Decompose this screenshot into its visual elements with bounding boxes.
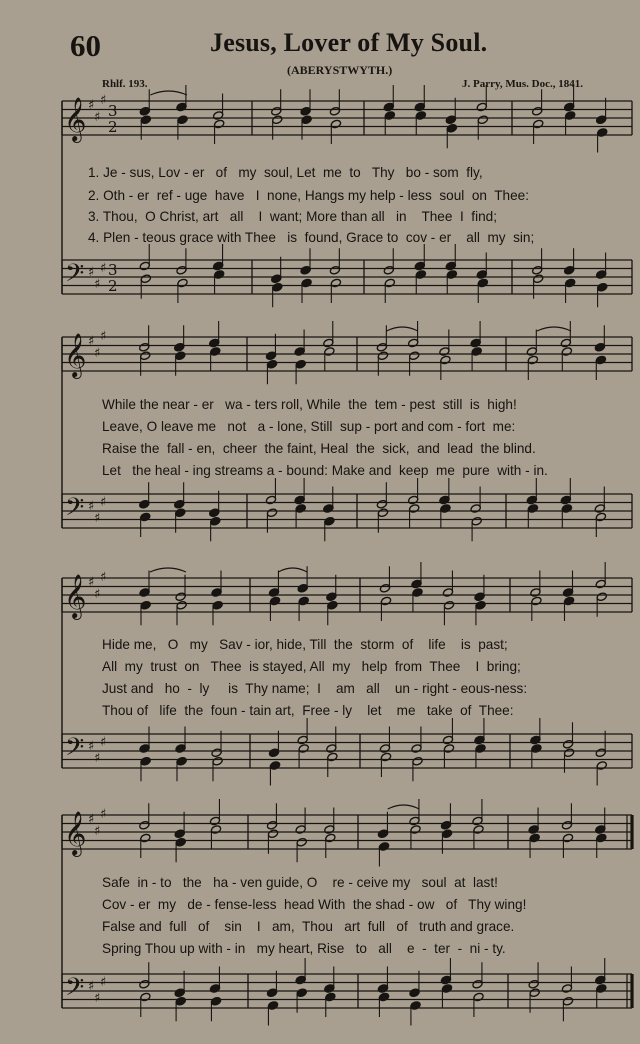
note-head [175,351,186,361]
key-signature-sharp: ♯ [88,812,95,827]
note-head [378,992,389,1002]
bass-clef: 𝄢 [65,973,85,1008]
note-head [529,988,540,998]
note-head [533,119,544,129]
note-head [477,115,488,125]
key-signature-sharp: ♯ [94,751,101,766]
bass-clef: 𝄢 [65,493,85,528]
note-head [441,829,452,839]
note-head [473,825,484,835]
key-signature-sharp: ♯ [88,334,95,349]
note-head [140,512,151,522]
note-head [295,359,306,369]
verse-line: False and full of sin I am, Thou art full of truth and grace. [102,919,515,934]
note-head [384,111,395,121]
note-head [380,752,391,762]
treble-clef: 𝄞 [64,574,87,618]
note-head [210,996,221,1006]
bass-clef: 𝄢 [65,259,85,294]
slur [387,327,418,331]
key-signature-sharp: ♯ [88,739,95,754]
slur [537,327,571,331]
note-head [529,833,540,843]
key-signature-sharp: ♯ [88,979,95,994]
note-head [531,744,542,754]
note-head [175,996,186,1006]
note-head [378,842,389,852]
verse-line: Hide me, O my Sav - ior, hide, Till the storm of life is past; [102,637,508,652]
note-head [177,278,188,288]
note-head [527,504,538,514]
treble-clef: 𝄞 [64,811,87,855]
key-signature-sharp: ♯ [100,735,107,750]
note-head [210,516,221,526]
note-head [415,270,426,280]
note-head [384,278,395,288]
note-head [325,992,336,1002]
note-head [409,351,420,361]
note-head [325,833,336,843]
note-head [140,833,151,843]
note-head [410,825,421,835]
note-head [269,596,280,606]
note-head [562,996,573,1006]
note-head [596,833,607,843]
note-head [269,761,280,771]
key-signature-sharp: ♯ [100,261,107,276]
key-signature-sharp: ♯ [94,110,101,125]
note-head [267,1001,278,1011]
key-signature-sharp: ♯ [100,807,107,822]
note-head [298,596,309,606]
note-head [446,270,457,280]
verse-line: Leave, O leave me not a - lone, Still sup - port and com - fort me: [102,419,516,434]
note-head [415,111,426,121]
verse-line: Let the heal - ing streams a - bound: Make and keep me pure with - in. [102,463,548,478]
note-head [596,761,607,771]
note-head [565,111,576,121]
note-head [440,504,451,514]
key-signature-sharp: ♯ [100,495,107,510]
note-head [176,756,187,766]
verse-line: Spring Thou up with - in my heart, Rise to all e - ter - ni - ty. [102,941,506,956]
time-signature-number: 3 [108,102,118,120]
note-head [412,588,423,598]
note-head [409,504,420,514]
note-head [176,600,187,610]
note-head [140,756,151,766]
note-head [298,744,309,754]
note-head [596,592,607,602]
note-head [531,596,542,606]
key-signature-sharp: ♯ [94,991,101,1006]
composer-credit: J. Parry, Mus. Doc., 1841. [462,78,583,90]
note-head [595,512,606,522]
note-head [213,119,224,129]
verse-line: Raise the fall - en, cheer the faint, Heal the sick, and lead the blind. [102,441,536,456]
key-signature-sharp: ♯ [100,329,107,344]
key-signature-sharp: ♯ [94,346,101,361]
note-head [410,1001,421,1011]
slur [150,568,186,572]
note-head [177,115,188,125]
note-head [140,274,151,284]
note-head [140,351,151,361]
note-head [477,278,488,288]
time-signature-number: 3 [108,261,118,279]
bass-clef: 𝄢 [65,733,85,768]
note-head [324,516,335,526]
note-head [533,274,544,284]
note-head [140,115,151,125]
note-head [443,744,454,754]
note-head [272,282,283,292]
note-head [412,756,423,766]
note-head [475,600,486,610]
note-head [266,508,277,518]
note-head [565,278,576,288]
time-signature-number: 2 [108,118,118,136]
note-head [441,984,452,994]
key-signature-sharp: ♯ [94,824,101,839]
note-head [175,837,186,847]
verse-line: Just and ho - ly is Thy name; I am all un - right - eous-ness: [102,681,528,696]
key-signature-sharp: ♯ [100,975,107,990]
verse-line: 3. Thou, O Christ, art all I want; More than all in Thee I find; [88,209,498,224]
note-head [296,837,307,847]
note-head [327,752,338,762]
key-signature-sharp: ♯ [94,587,101,602]
meter-reference: Rhlf. 193. [102,78,148,90]
note-head [377,508,388,518]
note-head [596,984,607,994]
treble-clef: 𝄞 [64,97,87,141]
key-signature-sharp: ♯ [94,277,101,292]
key-signature-sharp: ♯ [88,98,95,113]
note-head [296,988,307,998]
note-head [475,744,486,754]
slur [150,91,187,95]
note-head [210,825,221,835]
verse-line: While the near - er wa - ters roll, While the tem - pest still is high! [102,397,517,412]
note-head [301,278,312,288]
hymn-title: Jesus, Lover of My Soul. [210,28,488,57]
key-signature-sharp: ♯ [100,570,107,585]
note-head [213,270,224,280]
note-head [561,347,572,357]
key-signature-sharp: ♯ [100,93,107,108]
note-head [471,516,482,526]
note-head [563,596,574,606]
verse-line: Safe in - to the ha - ven guide, O re - ceive my soul at last! [102,875,498,890]
key-signature-sharp: ♯ [88,499,95,514]
note-head [443,600,454,610]
note-head [140,600,151,610]
note-head [327,600,338,610]
verse-line: Cov - er my de - fense-less head With the shad - ow of Thy wing! [102,897,527,912]
note-head [597,128,608,138]
note-head [471,347,482,357]
note-head [330,119,341,129]
verse-line: 1. Je - sus, Lov - er of my soul, Let me to Thy bo - som fly, [88,165,483,180]
verse-line: 4. Plen - teous grace with Thee is found, Grace to cov - er all my sin; [88,230,535,245]
note-head [377,351,388,361]
note-head [301,115,312,125]
slur [278,568,307,572]
key-signature-sharp: ♯ [88,265,95,280]
note-head [272,115,283,125]
note-head [595,355,606,365]
verse-line: Thou of life the foun - tain art, Free - ly let me take of Thee: [102,703,514,718]
note-head [561,504,572,514]
note-head [266,359,277,369]
verse-line: 2. Oth - er ref - uge have I none, Hangs my help - less soul on Thee: [88,188,530,203]
key-signature-sharp: ♯ [88,575,95,590]
note-head [380,596,391,606]
note-head [527,355,538,365]
treble-clef: 𝄞 [64,333,87,377]
note-head [473,992,484,1002]
note-head [267,829,278,839]
note-head [440,355,451,365]
note-head [295,504,306,514]
slur [388,805,420,809]
time-signature-number: 2 [108,277,118,295]
note-head [212,756,223,766]
verse-line: All my trust on Thee is stayed, All my help from Thee I bring; [102,659,521,674]
note-head [597,282,608,292]
hymn-number: 60 [70,28,101,63]
note-head [563,748,574,758]
note-head [212,600,223,610]
note-head [175,508,186,518]
note-head [324,347,335,357]
note-head [330,278,341,288]
note-head [446,123,457,133]
tune-name: (ABERYSTWYTH.) [287,63,393,77]
note-head [210,347,221,357]
note-head [140,992,151,1002]
note-head [562,833,573,843]
key-signature-sharp: ♯ [94,511,101,526]
